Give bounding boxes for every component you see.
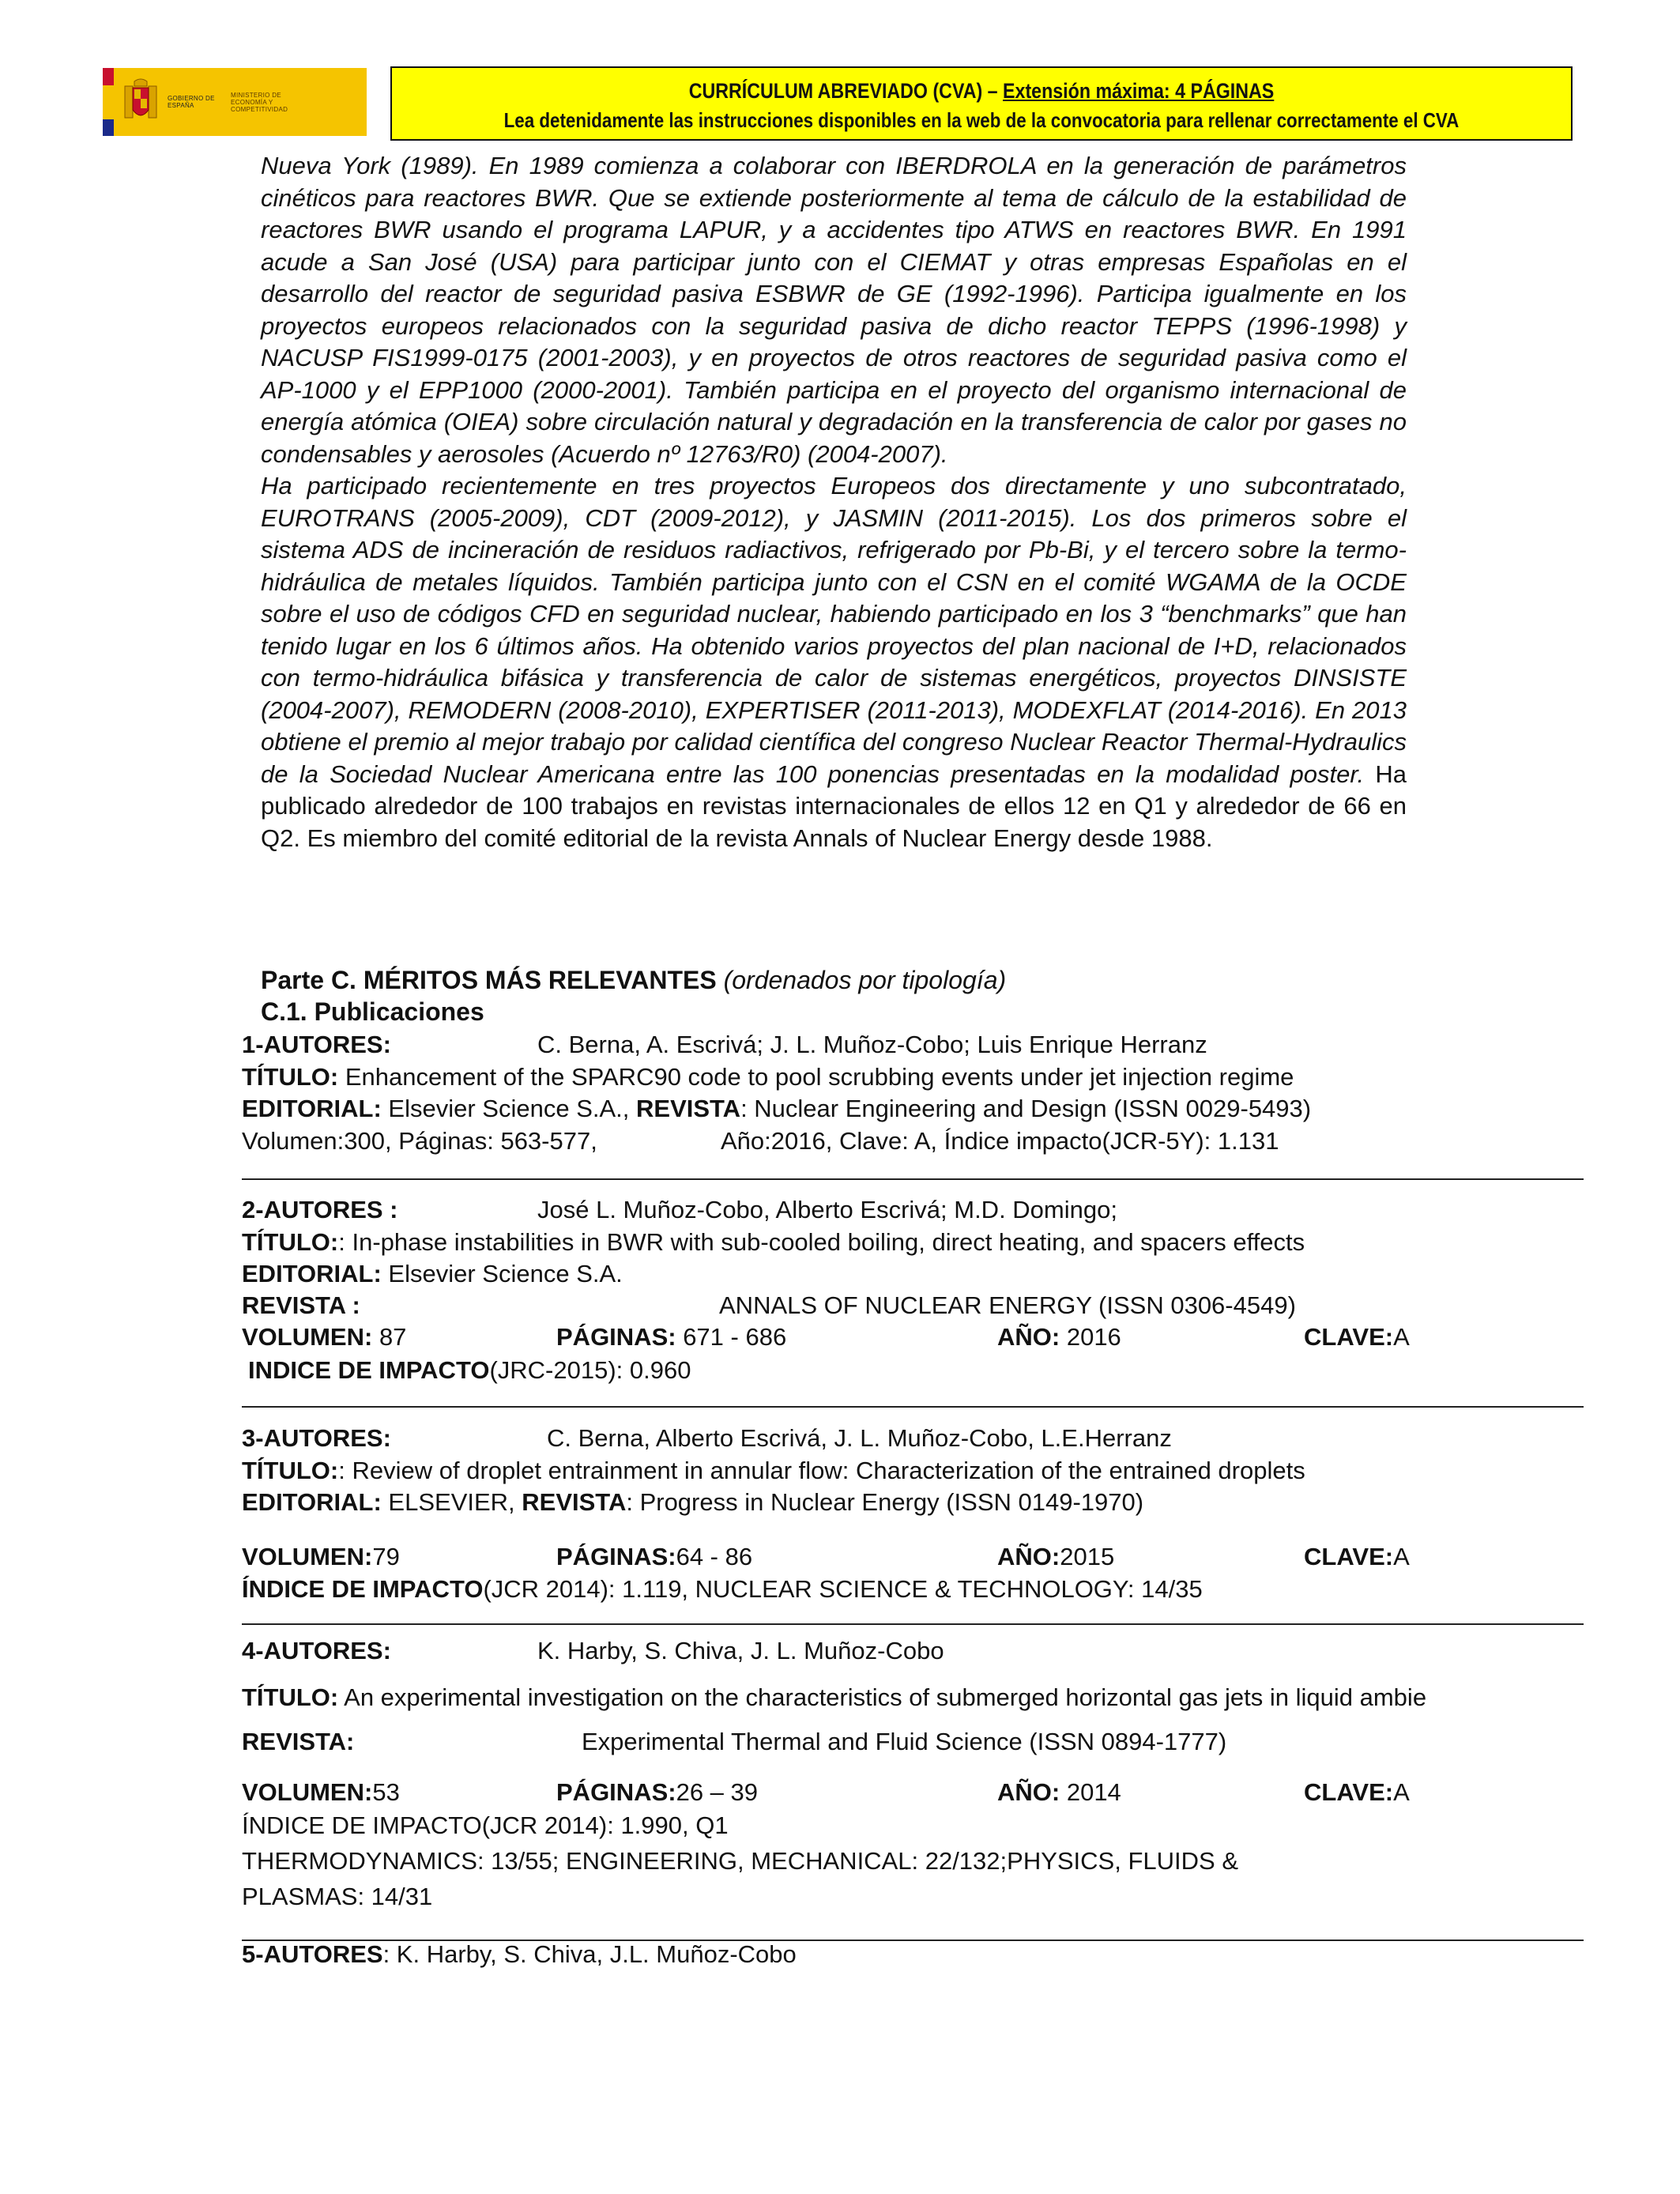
divider	[242, 1406, 1584, 1408]
spain-flag-icon	[103, 68, 114, 136]
pub4-revista-label: REVISTA:	[242, 1728, 355, 1755]
header-title: CURRÍCULUM ABREVIADO (CVA) – Extensión máxima: 4 PÁGINAS	[688, 79, 1275, 103]
coat-of-arms-icon	[122, 78, 160, 126]
pub2-revista: ANNALS OF NUCLEAR ENERGY (ISSN 0306-4549)	[719, 1291, 1296, 1319]
pub1-authors: C. Berna, A. Escrivá; J. L. Muñoz-Cobo; Luis Enrique Herranz	[537, 1031, 1207, 1058]
pub2-revista-label: REVISTA :	[242, 1291, 360, 1319]
pub2-key: CLAVE:A	[1304, 1323, 1410, 1351]
header-banner	[390, 66, 1573, 141]
pub3-impact: ÍNDICE DE IMPACTO(JCR 2014): 1.119, NUCLEAR SCIENCE & TECHNOLOGY: 14/35	[242, 1575, 1203, 1603]
pub4-impact: ÍNDICE DE IMPACTO(JCR 2014): 1.990, Q1	[242, 1811, 729, 1839]
pub5-authors: 5-AUTORES: K. Harby, S. Chiva, J.L. Muñoz-Cobo	[242, 1940, 797, 1968]
pub4-pages: PÁGINAS:26 – 39	[556, 1778, 759, 1806]
pub4-authors-label: 4-AUTORES:	[242, 1637, 391, 1664]
section-heading-note: (ordenados por tipología)	[723, 966, 1007, 994]
pub2-pages: PÁGINAS: 671 - 686	[556, 1323, 787, 1351]
ministry-label: MINISTERIO DE ECONOMÍA Y COMPETITIVIDAD	[231, 91, 288, 113]
pub3-key: CLAVE:A	[1304, 1543, 1410, 1570]
divider	[242, 1178, 1584, 1180]
section-subheading: C.1. Publicaciones	[261, 997, 484, 1026]
pub4-categories-1: THERMODYNAMICS: 13/55; ENGINEERING, MECHANICAL: 22/132;PHYSICS, FLUIDS &	[242, 1847, 1238, 1875]
biography-text	[261, 150, 1407, 854]
divider	[242, 1623, 1584, 1625]
pub4-revista: Experimental Thermal and Fluid Science (ISSN 0894-1777)	[582, 1728, 1227, 1755]
pub2-year: AÑO: 2016	[997, 1323, 1121, 1351]
pub2-impact: INDICE DE IMPACTO(JRC-2015): 0.960	[248, 1356, 691, 1384]
pub4-volume: VOLUMEN:53	[242, 1778, 400, 1806]
pub4-categories-2: PLASMAS: 14/31	[242, 1883, 433, 1910]
pub3-pages: PÁGINAS:64 - 86	[556, 1543, 753, 1570]
pub1-title: TÍTULO: Enhancement of the SPARC90 code to pool scrubbing events under jet injection regime	[242, 1063, 1294, 1091]
pub2-authors-label: 2-AUTORES :	[242, 1196, 398, 1223]
pub1-year-impact: Año:2016, Clave: A, Índice impacto(JCR-5Y): 1.131	[721, 1127, 1279, 1155]
header-extension: Extensión máxima: 4 PÁGINAS	[1003, 79, 1275, 103]
bio-paragraph-1: Nueva York (1989). En 1989 comienza a colaborar con IBERDROLA en la generación de parámetros cinéticos para reactores BWR. Que se extiende posteriormente al tema de cálculo de la estabilidad de reactores BWR usando el programa LAPUR, y a accidentes tipo ATWS en reactores BWR. En 1991 acude a San José (USA) para participar junto con el CIEMAT y otras empresas Españolas en el desarrollo del reactor de seguridad pasiva ESBWR de GE (1992-1996). Participa igualmente en los proyectos europeos relacionados con la seguridad pasiva de dicho reactor TEPPS (1996-1998) y NACUSP FIS1999-0175 (2001-2003), y en proyectos de otros reactores de seguridad pasiva como el AP-1000 y el EPP1000 (2000-2001). También participa en el proyecto del organismo internacional de energía atómica (OIEA) sobre circulación natural y degradación en la transferencia de calor por gases no condensables y aerosoles (Acuerdo nº 12763/R0) (2004-2007).	[261, 152, 1407, 468]
pub3-year: AÑO:2015	[997, 1543, 1115, 1570]
pub2-authors: José L. Muñoz-Cobo, Alberto Escrivá; M.D. Domingo;	[537, 1196, 1117, 1223]
pub3-title: TÍTULO:: Review of droplet entrainment in annular flow: Characterization of the entrained droplets	[242, 1457, 1305, 1484]
pub2-volume: VOLUMEN: 87	[242, 1323, 407, 1351]
pub4-year: AÑO: 2014	[997, 1778, 1121, 1806]
pub2-editorial: EDITORIAL: Elsevier Science S.A.	[242, 1260, 623, 1287]
pub4-authors: K. Harby, S. Chiva, J. L. Muñoz-Cobo	[537, 1637, 944, 1664]
pub1-editorial: EDITORIAL: Elsevier Science S.A., REVISTA: Nuclear Engineering and Design (ISSN 0029-5493)	[242, 1095, 1312, 1122]
pub3-editorial: EDITORIAL: ELSEVIER, REVISTA: Progress in Nuclear Energy (ISSN 0149-1970)	[242, 1488, 1144, 1516]
pub4-key: CLAVE:A	[1304, 1778, 1410, 1806]
bio-paragraph-2: Ha participado recientemente en tres proyectos Europeos dos directamente y uno subcontratado, EUROTRANS (2005-2009), CDT (2009-2012), y JASMIN (2011-2015). Los dos primeros sobre el sistema ADS de incineración de residuos radiactivos, refrigerado por Pb-Bi, y el tercero sobre la termo-hidráulica de metales líquidos. También participa junto con el CSN en el comité WGAMA de la OCDE sobre el uso de códigos CFD en seguridad nuclear, habiendo participado en los 3 “benchmarks” que han tenido lugar en los 6 últimos años. Ha obtenido varios proyectos del plan nacional de I+D, relacionados con termo-hidráulica bifásica y transferencia de calor de sistemas energéticos, proyectos DINSISTE (2004-2007), REMODERN (2008-2010), EXPERTISER (2011-2013), MODEXFLAT (2014-2016). En 2013 obtiene el premio al mejor trabajo por calidad científica del congreso Nuclear Reactor Thermal-Hydraulics de la Sociedad Nuclear Americana entre las 100 ponencias presentadas en la modalidad poster. Ha publicado alrededor de 100 trabajos en revistas internacionales de ellos 12 en Q1 y alrededor de 66 en Q2. Es miembro del comité editorial de la revista Annals of Nuclear Energy desde 1988.	[261, 472, 1407, 852]
pub4-title: TÍTULO: An experimental investigation on the characteristics of submerged horizontal gas jets in liquid ambie	[242, 1683, 1427, 1711]
section-heading: Parte C. MÉRITOS MÁS RELEVANTES (ordenados por tipología)	[261, 966, 1007, 994]
pub1-authors-label: 1-AUTORES:	[242, 1031, 391, 1058]
pub3-authors: C. Berna, Alberto Escrivá, J. L. Muñoz-Cobo, L.E.Herranz	[547, 1424, 1172, 1452]
pub1-volume-pages: Volumen:300, Páginas: 563-577,	[242, 1127, 597, 1155]
pub3-volume: VOLUMEN:79	[242, 1543, 400, 1570]
header-instructions: Lea detenidamente las instrucciones disponibles en la web de la convocatoria para rellenar correctamente el CVA	[503, 108, 1460, 132]
pub2-title: TÍTULO:: In-phase instabilities in BWR with sub-cooled boiling, direct heating, and spacers effects	[242, 1228, 1305, 1256]
pub3-authors-label: 3-AUTORES:	[242, 1424, 391, 1452]
government-logo	[103, 68, 367, 136]
government-label: GOBIERNO DE ESPAÑA	[168, 95, 215, 109]
